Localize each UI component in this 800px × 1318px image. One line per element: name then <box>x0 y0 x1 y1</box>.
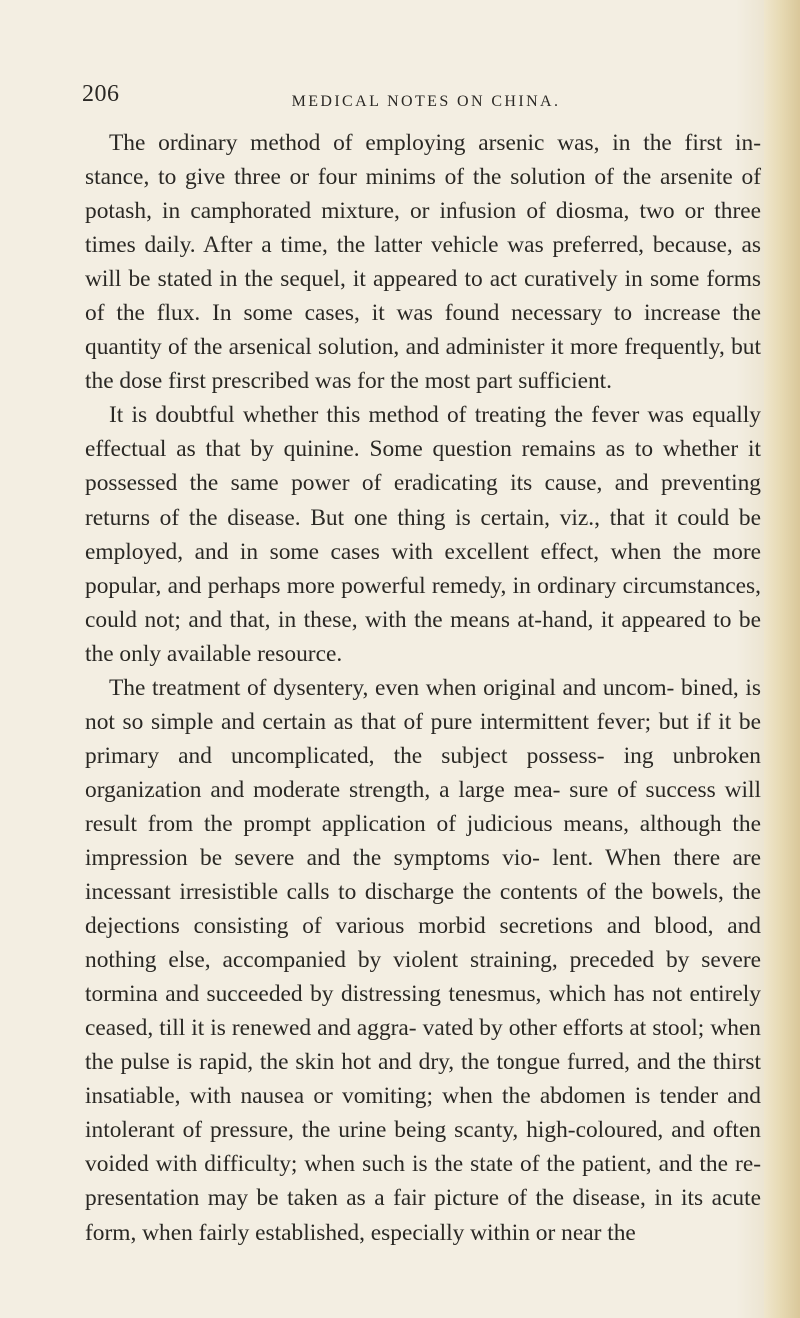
paragraph: It is doubtful whether this method of treating the fever was equally effectual as that by quinine. Some question remains as to whether it possessed the same power of eradicating its cause, and preventing returns of the disease. But one thing is certain, viz., that it could be employed, and in some cases with excellent effect, when the more popular, and perhaps more powerful remedy, in ordinary circumstances, could not; and that, in these, with the means at-hand, it appeared to be the only available resource. <box>85 402 761 667</box>
paragraph: The treatment of dysentery, even when original and uncom- bined, is not so simple and certain as that of pure intermittent fever; but if it be primary and uncomplicated, the subject possess- ing unbroken organization and moderate strength, a large mea- sure of success will result from the prompt application of judicious means, although the impression be severe and the symptoms vio- lent. When there are incessant irresistible calls to discharge the contents of the bowels, the dejections consisting of various morbid secretions and blood, and nothing else, accompanied by violent straining, preceded by severe tormina and succeeded by distressing tenesmus, which has not entirely ceased, till it is renewed and aggra- vated by other efforts at stool; when the pulse is rapid, the skin hot and dry, the tongue furred, and the thirst insatiable, with nausea or vomiting; when the abdomen is tender and intolerant of pressure, the urine being scanty, high-coloured, and often voided with difficulty; when such is the state of the patient, and the re- presentation may be taken as a fair picture of the disease, in its acute form, when fairly established, especially within or near the <box>85 674 761 1246</box>
body-text <box>85 126 761 1250</box>
paragraph: The ordinary method of employing arsenic was, in the first in- stance, to give three or four minims of the solution of the arsenite of potash, in camphorated mixture, or infusion of diosma, two or three times daily. After a time, the latter vehicle was preferred, because, as will be stated in the sequel, it appeared to act curatively in some forms of the flux. In some cases, it was found necessary to increase the quantity of the arsenical solution, and administer it more frequently, but the dose first prescribed was for the most part sufficient. <box>85 130 761 395</box>
page-number: 206 <box>82 81 120 107</box>
page-gutter-shadow <box>764 0 800 1318</box>
running-head: MEDICAL NOTES ON CHINA. <box>291 93 561 110</box>
